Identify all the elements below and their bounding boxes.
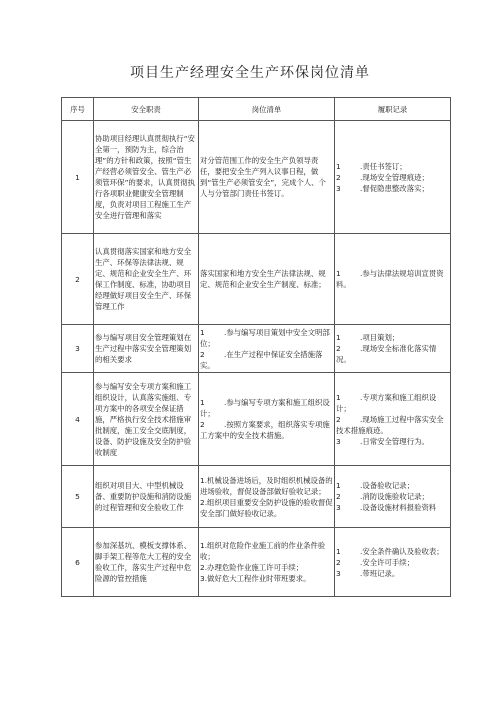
row-number: 1 xyxy=(62,121,94,234)
record-line-text: .现场安全标准化落实情况。 xyxy=(336,344,437,364)
list-cell: 对分管范围工作的安全生产负领导责任，要把安全生产列入议事日程，做到“管生产必须管安全”，完成个人、个人与分管部门责任书签订。 xyxy=(199,121,335,234)
list-line-number: 1 xyxy=(200,398,205,407)
list-line xyxy=(200,397,333,419)
record-line xyxy=(336,546,449,557)
list-line xyxy=(200,349,333,371)
list-cell: 1.机械设备进场后，及时组织机械设备的进场验收，督促设备部做好验收记录； 2.组织项目重要安全防护设施的验收督促安全部门做好验收记录。 xyxy=(199,466,335,528)
row-number: 4 xyxy=(62,373,94,466)
record-line-number: 3 xyxy=(336,183,341,193)
record-cell xyxy=(335,373,451,466)
duty-cell: 组织对项目大、中型机械设备、重要防护设施和消防设施的过程管理和安全验收工作 xyxy=(94,466,199,528)
table-header-row xyxy=(62,98,451,121)
record-line xyxy=(336,343,449,365)
record-line-text: .设备验收记录； xyxy=(360,481,415,490)
record-cell xyxy=(335,325,451,373)
record-line-number: 1 xyxy=(336,333,341,342)
record-cell xyxy=(335,234,451,325)
row-number: 2 xyxy=(62,234,94,325)
list-cell xyxy=(199,373,335,466)
duty-cell: 协助项目经理认真贯彻执行“安全第一，预防为主，综合治理”的方针和政策，按照“管生产经营必须管安全、管生产必须管环保”的要求，认真贯彻执行各项职业健康安全管理制度，负责对项目工程施工生产安全进行管理和落实 xyxy=(94,121,199,234)
record-line-text: .消防设施验收记录； xyxy=(360,492,429,501)
list-cell xyxy=(199,325,335,373)
list-cell: 落实国家和地方安全生产法律法规、规定、规范和企业安全生产制度、标准； xyxy=(199,234,335,325)
record-line-text: .设备设施材料报验资料 xyxy=(360,503,437,512)
duty-cell: 认真贯彻落实国家和地方安全生产、环保等法律法规、规定、规范和企业安全生产、环保工作制度、标准，协助项目经理做好项目安全生产、环保管理工作 xyxy=(94,234,199,325)
record-line xyxy=(336,414,449,436)
list-line xyxy=(200,419,333,441)
record-line xyxy=(336,491,449,502)
table-row xyxy=(62,528,451,597)
record-line-number: 1 xyxy=(336,161,341,171)
record-line-number: 1 xyxy=(336,392,341,402)
record-line xyxy=(336,332,449,343)
list-line-text: .参与编写专项方案和施工组织设计； xyxy=(200,398,330,418)
record-line-number: 1 xyxy=(336,481,341,490)
record-cell xyxy=(335,466,451,528)
record-line-text: .项目策划； xyxy=(360,333,400,342)
record-line-text: .专项方案和施工组织设计； xyxy=(336,392,437,413)
record-line xyxy=(336,172,449,183)
record-line-text: .带班记录。 xyxy=(360,568,400,578)
record-line xyxy=(336,161,449,172)
record-line-text: .参与法律法规培训宣贯资料。 xyxy=(336,269,444,289)
header-record: 履职记录 xyxy=(335,98,451,121)
record-line xyxy=(336,480,449,491)
header-duty: 安全职责 xyxy=(94,98,199,121)
row-number: 6 xyxy=(62,528,94,597)
list-line-text: .参与编写项目策划中安全文明部位； xyxy=(200,327,330,348)
header-no: 序号 xyxy=(62,98,94,121)
row-number: 3 xyxy=(62,325,94,373)
record-line-number: 2 xyxy=(336,344,341,353)
list-line xyxy=(200,327,333,349)
record-line xyxy=(336,436,449,447)
duty-cell: 参与编写安全专项方案和施工组织设计，认真落实施组、专项方案中的各项安全保证措施，严格执行安全技术措施审批制度，施工安全交底制度，设备、防护设施及安全防护验收制度 xyxy=(94,373,199,466)
record-cell xyxy=(335,121,451,234)
duty-cell: 参与编写项目安全管理策划在生产过程中落实安全管理策划的相关要求 xyxy=(94,325,199,373)
record-line-number: 2 xyxy=(336,414,341,424)
record-line xyxy=(336,183,449,194)
list-line-number: 1 xyxy=(200,327,205,337)
list-line-number: 2 xyxy=(200,420,205,429)
row-number: 5 xyxy=(62,466,94,528)
record-line-text: .督促隐患整改落实； xyxy=(360,183,429,193)
header-list: 岗位清单 xyxy=(199,98,335,121)
record-line-number: 1 xyxy=(336,269,341,278)
record-line-number: 1 xyxy=(336,546,341,556)
list-line-number: 2 xyxy=(200,349,205,359)
record-line xyxy=(336,557,449,568)
duty-cell: 参加深基坑、模板支撑体系、脚手架工程等危大工程的安全验收工作，落实生产过程中危险源的管控措施 xyxy=(94,528,199,597)
record-line-number: 2 xyxy=(336,557,341,567)
record-line xyxy=(336,392,449,414)
duty-table xyxy=(61,97,451,597)
table-row xyxy=(62,121,451,234)
table-row xyxy=(62,466,451,528)
table-row xyxy=(62,325,451,373)
list-line-text: .按照方案要求，组织落实专项施工方案中的安全技术措施。 xyxy=(200,420,330,440)
record-line-number: 3 xyxy=(336,503,341,512)
list-cell: 1.组织对危险作业施工前的作业条件验收； 2.办理危险作业施工许可手续； 3.做好危大工程作业时带班要求。 xyxy=(199,528,335,597)
record-line-text: .安全条件确认及验收表； xyxy=(360,546,444,556)
record-line-text: .日常安全管理行为。 xyxy=(360,436,429,446)
record-line-number: 2 xyxy=(336,492,341,501)
record-line-text: .责任书签订； xyxy=(360,161,407,171)
page-title: 项目生产经理安全生产环保岗位清单 xyxy=(130,65,370,81)
table-row xyxy=(62,373,451,466)
record-line xyxy=(336,268,449,290)
record-cell xyxy=(335,528,451,597)
record-line-text: .安全许可手续； xyxy=(360,557,415,567)
record-line-number: 3 xyxy=(336,568,341,578)
record-line-number: 3 xyxy=(336,436,341,446)
record-line xyxy=(336,502,449,513)
record-line xyxy=(336,568,449,579)
record-line-number: 2 xyxy=(336,172,341,182)
list-line-text: .在生产过程中保证安全措施落实。 xyxy=(200,349,323,370)
table-row xyxy=(62,234,451,325)
record-line-text: .现场施工过程中落实安全技术措施痕迹。 xyxy=(336,414,444,435)
record-line-text: .现场安全管理痕迹； xyxy=(360,172,429,182)
